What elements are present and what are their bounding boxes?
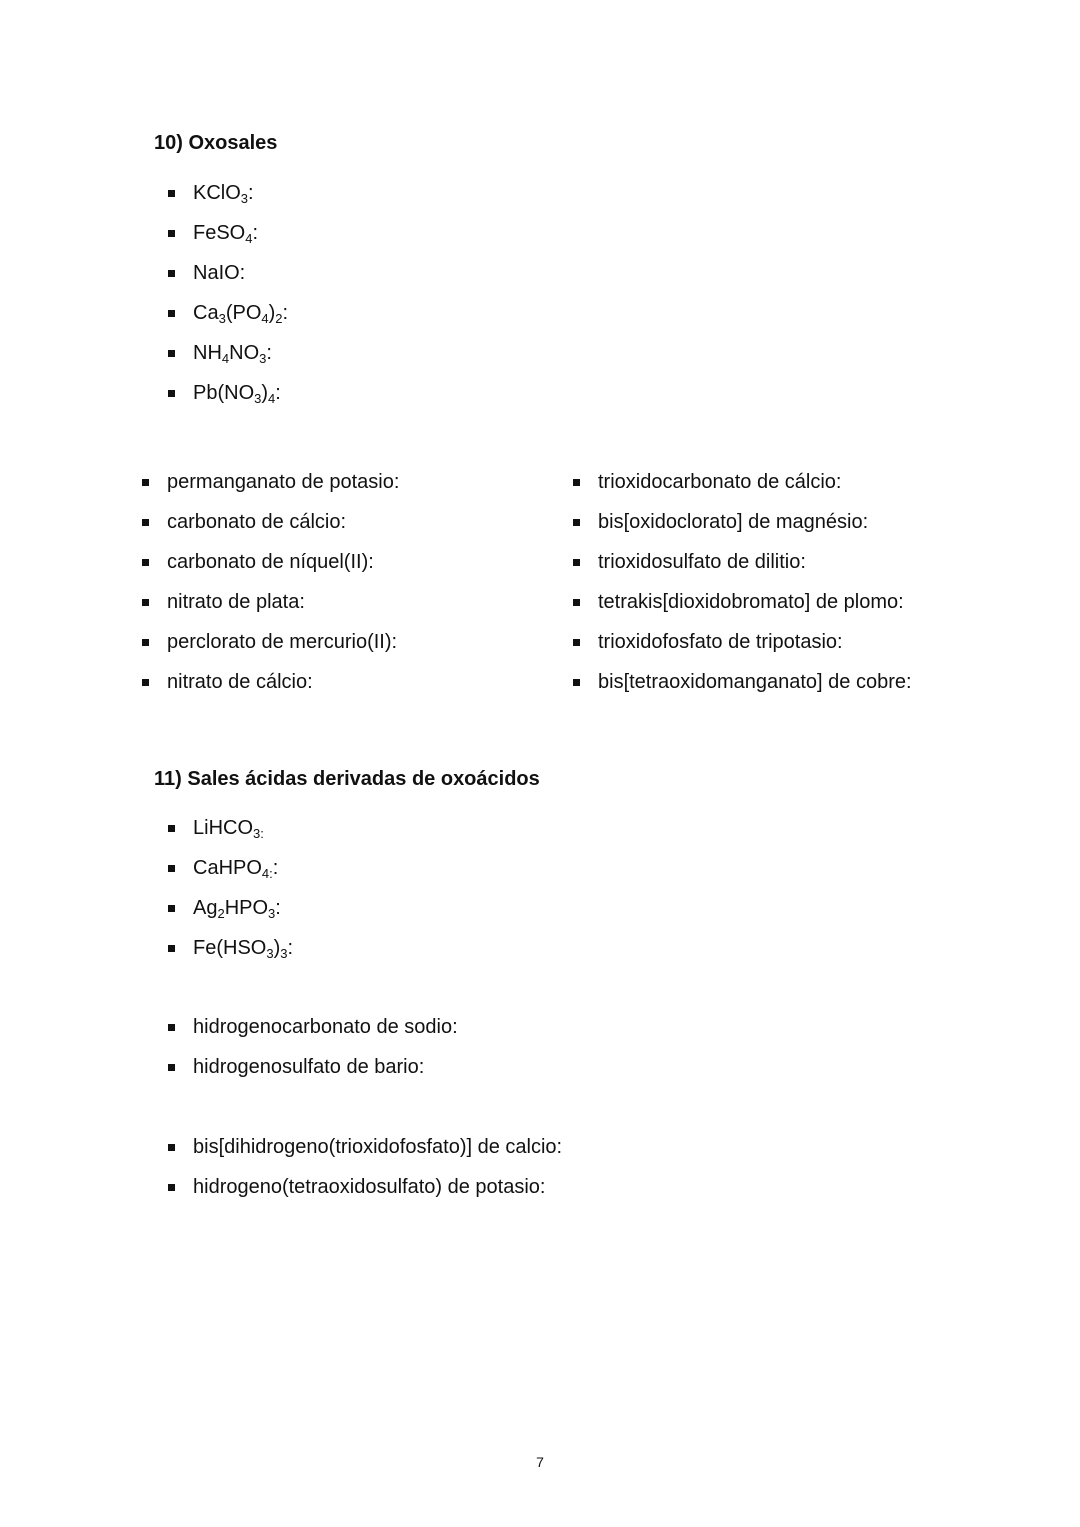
square-bullet-icon: [142, 479, 149, 486]
compound-name: bis[tetraoxidomanganato] de cobre:: [598, 671, 912, 693]
chemical-formula: CaHPO$_{4:}$:: [193, 857, 279, 881]
compound-name: nitrato de cálcio:: [167, 671, 313, 693]
square-bullet-icon: [168, 1144, 175, 1151]
square-bullet-icon: [142, 639, 149, 646]
section-10-title: 10) Oxosales: [154, 132, 278, 154]
compound-name: trioxidofosfato de tripotasio:: [598, 631, 843, 653]
chemical-formula: KClO$_3$:: [193, 182, 254, 206]
square-bullet-icon: [168, 270, 175, 277]
compound-name: tetrakis[dioxidobromato] de plomo:: [598, 591, 904, 613]
square-bullet-icon: [573, 519, 580, 526]
square-bullet-icon: [168, 905, 175, 912]
square-bullet-icon: [573, 639, 580, 646]
square-bullet-icon: [168, 310, 175, 317]
chemical-formula: FeSO$_4$:: [193, 222, 259, 246]
square-bullet-icon: [168, 1024, 175, 1031]
compound-name: bis[oxidoclorato] de magnésio:: [598, 511, 869, 533]
chemical-formula: LiHCO$_{3:}$: [193, 817, 264, 841]
compound-name: perclorato de mercurio(II):: [167, 631, 398, 653]
compound-name: permanganato de potasio:: [167, 471, 400, 493]
square-bullet-icon: [142, 519, 149, 526]
square-bullet-icon: [168, 390, 175, 397]
chemical-formula: $Fe(HSO_3)_3$:: [193, 937, 294, 961]
square-bullet-icon: [168, 865, 175, 872]
square-bullet-icon: [573, 599, 580, 606]
compound-name: carbonato de cálcio:: [167, 511, 347, 533]
compound-name: hidrogenosulfato de bario:: [193, 1056, 425, 1078]
chemical-formula: $Ag_2HPO_3$:: [193, 897, 281, 921]
square-bullet-icon: [573, 559, 580, 566]
square-bullet-icon: [142, 559, 149, 566]
compound-name: hidrogeno(tetraoxidosulfato) de potasio:: [193, 1176, 546, 1198]
compound-name: nitrato de plata:: [167, 591, 305, 613]
square-bullet-icon: [142, 599, 149, 606]
chemical-formula: $Ca_3(PO_4)_2$:: [193, 302, 289, 326]
square-bullet-icon: [168, 230, 175, 237]
compound-name: trioxidocarbonato de cálcio:: [598, 471, 842, 493]
square-bullet-icon: [573, 679, 580, 686]
square-bullet-icon: [168, 825, 175, 832]
section-11-title: 11) Sales ácidas derivadas de oxoácidos: [154, 768, 540, 790]
square-bullet-icon: [168, 1064, 175, 1071]
compound-name: trioxidosulfato de dilitio:: [598, 551, 806, 573]
chemical-formula: NaIO:: [193, 262, 246, 284]
compound-name: hidrogenocarbonato de sodio:: [193, 1016, 458, 1038]
chemical-formula: $NH_4NO_3$:: [193, 342, 272, 366]
square-bullet-icon: [168, 190, 175, 197]
page-number: 7: [536, 1454, 544, 1470]
square-bullet-icon: [168, 945, 175, 952]
square-bullet-icon: [168, 350, 175, 357]
square-bullet-icon: [168, 1184, 175, 1191]
compound-name: carbonato de níquel(II):: [167, 551, 374, 573]
square-bullet-icon: [142, 679, 149, 686]
square-bullet-icon: [573, 479, 580, 486]
compound-name: bis[dihidrogeno(trioxidofosfato)] de calcio:: [193, 1136, 563, 1158]
chemical-formula: $Pb(NO_3)_4$:: [193, 382, 281, 406]
